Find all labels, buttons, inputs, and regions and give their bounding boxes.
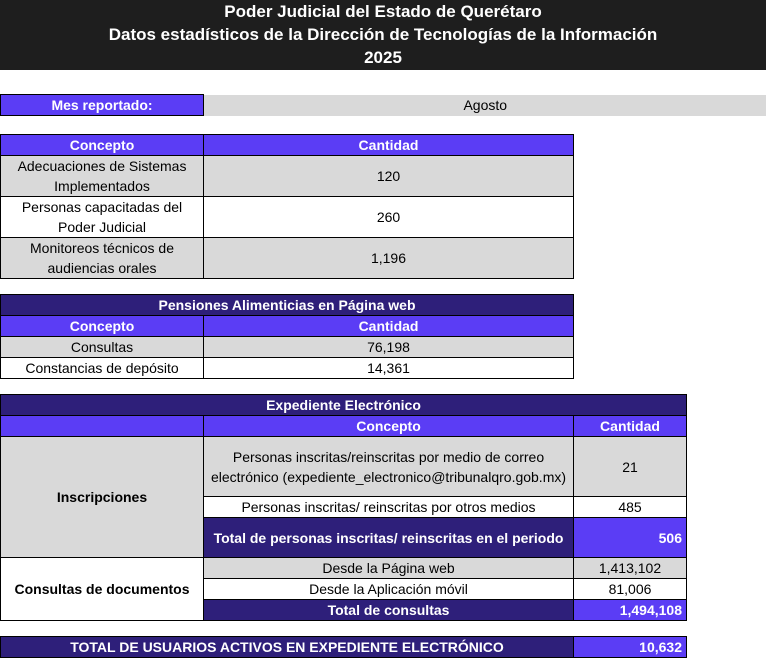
inscripciones-total-label: Total de personas inscritas/ reinscritas en el periodo: [204, 518, 574, 558]
concepto-header: Concepto: [204, 416, 574, 437]
consultas-label: Consultas de documentos: [1, 558, 204, 621]
institution-title: Poder Judicial del Estado de Querétaro: [224, 2, 542, 21]
inscripciones-total-value: 506: [574, 518, 687, 558]
pensiones-title: Pensiones Alimenticias en Página web: [1, 295, 574, 316]
cantidad-header: Cantidad: [574, 416, 687, 437]
total-usuarios-label: TOTAL DE USUARIOS ACTIVOS EN EXPEDIENTE ELECTRÓNICO: [1, 637, 574, 658]
report-year: 2025: [364, 48, 402, 67]
general-stats-table: [0, 134, 574, 279]
expediente-table: [0, 394, 687, 621]
concepto-cell: Desde la Aplicación móvil: [204, 579, 574, 600]
cantidad-cell: 485: [574, 497, 687, 518]
concepto-cell: Consultas: [1, 337, 204, 358]
cantidad-cell: 120: [204, 156, 574, 197]
table-row: [1, 358, 574, 379]
month-value: Agosto: [204, 95, 766, 116]
cantidad-cell: 81,006: [574, 579, 687, 600]
cantidad-cell: 76,198: [204, 337, 574, 358]
consultas-total-label: Total de consultas: [204, 600, 574, 621]
cantidad-cell: 21: [574, 437, 687, 497]
concepto-cell: Personas inscritas/reinscritas por medio de correo electrónico (expediente_electronico@tribunalqro.gob.mx): [204, 437, 574, 497]
cantidad-cell: 1,413,102: [574, 558, 687, 579]
inscripciones-label: Inscripciones: [1, 437, 204, 558]
concepto-cell: Desde la Página web: [204, 558, 574, 579]
consultas-total-value: 1,494,108: [574, 600, 687, 621]
concepto-cell: Constancias de depósito: [1, 358, 204, 379]
cantidad-cell: 260: [204, 197, 574, 238]
total-usuarios-table: [0, 636, 687, 658]
concepto-cell: Personas capacitadas del Poder Judicial: [1, 197, 204, 238]
pensiones-table: [0, 294, 574, 379]
concepto-header: Concepto: [1, 316, 204, 337]
table-row: [1, 238, 574, 279]
report-header: [0, 0, 766, 70]
cantidad-cell: 14,361: [204, 358, 574, 379]
table-row: [1, 156, 574, 197]
table-row: [1, 197, 574, 238]
expediente-title: Expediente Electrónico: [1, 395, 687, 416]
cantidad-cell: 1,196: [204, 238, 574, 279]
table-row: [1, 437, 687, 497]
table-row: [1, 337, 574, 358]
month-table: [0, 94, 766, 116]
blank-header-cell: [1, 416, 204, 437]
concepto-cell: Adecuaciones de Sistemas Implementados: [1, 156, 204, 197]
cantidad-header: Cantidad: [204, 135, 574, 156]
concepto-cell: Monitoreos técnicos de audiencias orales: [1, 238, 204, 279]
table-row: [1, 558, 687, 579]
concepto-header: Concepto: [1, 135, 204, 156]
concepto-cell: Personas inscritas/ reinscritas por otros medios: [204, 497, 574, 518]
report-subtitle: Datos estadísticos de la Dirección de Tecnologías de la Información: [108, 25, 658, 44]
month-label: Mes reportado:: [1, 95, 204, 116]
cantidad-header: Cantidad: [204, 316, 574, 337]
total-usuarios-value: 10,632: [574, 637, 687, 658]
